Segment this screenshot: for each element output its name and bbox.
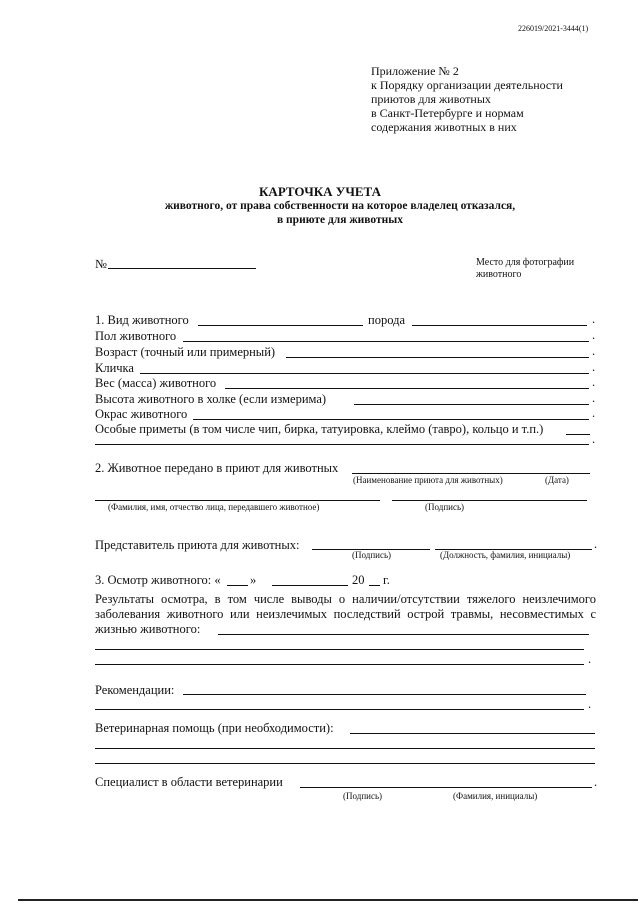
- specialist-field[interactable]: [300, 787, 592, 788]
- appendix-line: приютов для животных: [371, 92, 491, 106]
- punctuation: .: [592, 391, 596, 405]
- vet-help-field-line3[interactable]: [95, 763, 595, 764]
- color-field[interactable]: [193, 419, 589, 420]
- punctuation: .: [592, 328, 596, 342]
- pet-name-label: Кличка: [95, 361, 134, 375]
- appendix-note: [371, 64, 563, 134]
- transferring-person-caption: (Фамилия, имя, отчество лица, передавшего животное): [108, 502, 320, 512]
- date-caption: (Дата): [545, 475, 569, 485]
- recommendations-label: Рекомендации:: [95, 683, 175, 697]
- vet-help-field-line2[interactable]: [95, 748, 595, 749]
- special-marks-field-line2[interactable]: [95, 444, 589, 445]
- punctuation: .: [592, 344, 596, 358]
- breed-field[interactable]: [412, 325, 587, 326]
- photo-placeholder-line: животного: [476, 269, 522, 280]
- punctuation: .: [592, 375, 596, 389]
- special-marks-field[interactable]: [566, 434, 590, 435]
- punctuation: .: [588, 652, 592, 666]
- scan-edge-line: [18, 899, 638, 901]
- punctuation: .: [592, 432, 596, 446]
- representative-label: Представитель приюта для животных:: [95, 538, 300, 552]
- name-caption: (Фамилия, инициалы): [453, 791, 538, 801]
- sex-label: Пол животного: [95, 329, 177, 343]
- inspection-results-label: Результаты осмотра, в том числе выводы о наличии/отсутствии тяжелого неизлечимого заболевания животного или неизлечимых последствий острой травмы, несовместимых с жизнью животного:: [95, 592, 596, 636]
- card-number-field[interactable]: [108, 268, 256, 269]
- transferring-signature-field[interactable]: [392, 500, 587, 501]
- inspection-year-prefix: 20: [352, 573, 365, 587]
- inspection-results-field-line2[interactable]: [95, 649, 584, 650]
- weight-label: Вес (масса) животного: [95, 376, 217, 390]
- breed-label: порода: [368, 313, 405, 327]
- vet-help-label: Ветеринарная помощь (при необходимости):: [95, 721, 334, 735]
- recommendations-field[interactable]: [183, 694, 586, 695]
- inspection-day-field[interactable]: [227, 585, 248, 586]
- special-marks-label: Особые приметы (в том числе чип, бирка, татуировка, клеймо (тавро), кольцо и т.п.): [95, 422, 544, 436]
- age-field[interactable]: [286, 357, 589, 358]
- page-subtitle: в приюте для животных: [276, 214, 404, 226]
- transferring-person-field[interactable]: [95, 500, 380, 501]
- position-caption: (Должность, фамилия, инициалы): [440, 550, 571, 560]
- inspection-label: 3. Осмотр животного: «: [95, 573, 221, 587]
- shelter-name-caption: (Наименование приюта для животных): [353, 475, 503, 485]
- pet-name-field[interactable]: [140, 373, 589, 374]
- height-label: Высота животного в холке (если измерима): [95, 392, 327, 406]
- weight-field[interactable]: [225, 388, 589, 389]
- specialist-label: Специалист в области ветеринарии: [95, 775, 283, 789]
- signature-caption: (Подпись): [352, 550, 392, 560]
- photo-placeholder-line: Место для фотографии: [476, 257, 575, 268]
- punctuation: .: [592, 406, 596, 420]
- signature-caption: (Подпись): [343, 791, 383, 801]
- inspection-results-field[interactable]: [218, 634, 589, 635]
- animal-kind-label: 1. Вид животного: [95, 313, 189, 327]
- inspection-year-field[interactable]: [369, 585, 380, 586]
- inspection-month-field[interactable]: [272, 585, 348, 586]
- inspection-year-suffix: г.: [383, 573, 390, 587]
- registration-number: 226019/2021-3444(1): [518, 24, 589, 33]
- page-subtitle: животного, от права собственности на которое владелец отказался,: [164, 200, 516, 212]
- card-number-label: №: [95, 257, 107, 271]
- appendix-line: содержания животных в них: [371, 120, 517, 134]
- photo-placeholder: [476, 257, 574, 281]
- signature-caption: (Подпись): [425, 502, 465, 512]
- shelter-name-field[interactable]: [352, 473, 590, 474]
- punctuation: .: [588, 697, 592, 711]
- inspection-results-field-line3[interactable]: [95, 664, 584, 665]
- animal-kind-field[interactable]: [198, 325, 363, 326]
- punctuation: »: [250, 573, 257, 587]
- page-title: КАРТОЧКА УЧЕТА: [259, 184, 381, 199]
- age-label: Возраст (точный или примерный): [95, 345, 276, 359]
- transfer-label: 2. Животное передано в приют для животных: [95, 461, 339, 475]
- height-field[interactable]: [354, 404, 589, 405]
- punctuation: .: [594, 775, 598, 789]
- color-label: Окрас животного: [95, 407, 188, 421]
- appendix-line: Приложение № 2: [371, 64, 459, 78]
- sex-field[interactable]: [183, 341, 589, 342]
- recommendations-field-line2[interactable]: [95, 709, 584, 710]
- punctuation: .: [592, 360, 596, 374]
- punctuation: .: [592, 312, 596, 326]
- appendix-line: к Порядку организации деятельности: [371, 78, 563, 92]
- appendix-line: в Санкт-Петербурге и нормам: [371, 106, 524, 120]
- vet-help-field[interactable]: [350, 733, 595, 734]
- punctuation: .: [594, 537, 598, 551]
